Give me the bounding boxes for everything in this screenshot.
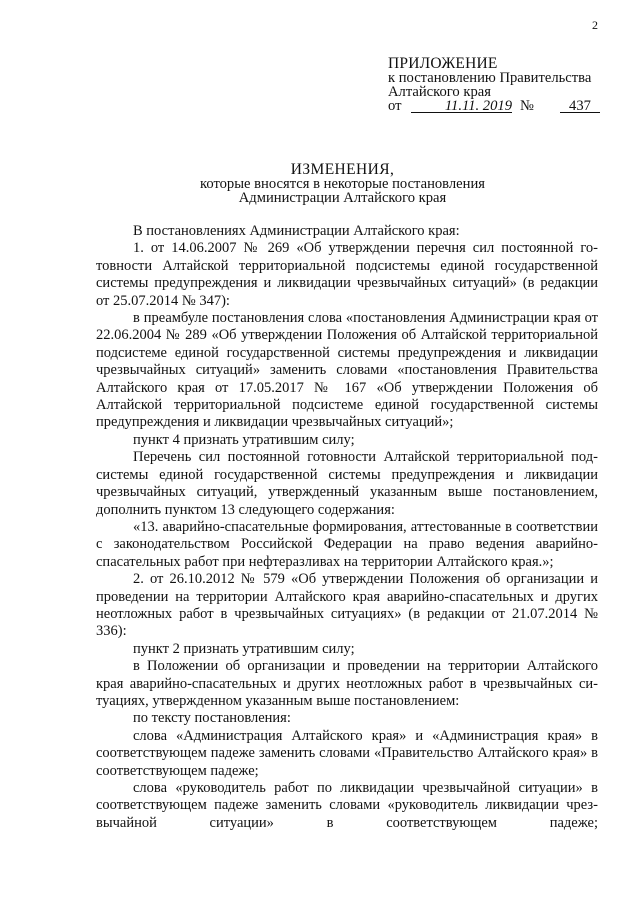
paragraph-intro: В постановлениях Администрации Алтайского края: (133, 223, 460, 239)
number-prefix: № (520, 98, 534, 114)
paragraph-clause-4: пункт 4 признать утратившим силу; (133, 431, 355, 448)
paragraph-by-text: по тексту постановления: (133, 710, 291, 727)
appendix-header (388, 57, 628, 113)
date-value: 11.11. 2019 (411, 99, 512, 113)
paragraph-item-13-quote: «13. аварийно-спасательные формирования, аттестованные в соответствии с законодательством Российской Федерации на право ведения аварийно-спасательных работ при нефтеразливах на территории Алтайского края.»; (96, 518, 598, 570)
paragraph-preamble-change: в преамбуле постановления слова «постановления Администрации края от 22.06.2004 № 289 «Об утверждении Положения об Алтайской территориальной подсистеме единой государственной системы предупреждения и ликвидации чрезвычайных ситуаций» заменить словами «постановления Правительства Алтайского края от 17.05.2017 № 167 «Об утверждении Положения об Алтайской территориальной подсистеме единой государственной системы предупреждения и ликвидации чрезвычайных ситуаций»; (96, 310, 598, 431)
document-body (96, 223, 598, 832)
number-value: 437 (560, 99, 600, 113)
paragraph-forces-list: Перечень сил постоянной готовности Алтайской территориальной подсистемы единой государственной системы предупреждения и ликвидации чрезвычайных ситуаций, утвержденный указанным выше постановлением, дополнить пунктом 13 следующего содержания: (96, 449, 598, 518)
appendix-region-line: Алтайского края (388, 84, 491, 100)
appendix-heading: ПРИЛОЖЕНИЕ (388, 55, 498, 72)
paragraph-replace-head: слова «руководитель работ по ликвидации чрезвычайной ситуации» в соответствующем падеже заменить словами «руководитель ликвидации чрезвычайной ситуации» в соответствующем падеже; (96, 780, 598, 831)
page-number: 2 (592, 18, 598, 32)
title-subtitle-1: которые вносятся в некоторые постановления (200, 176, 485, 192)
paragraph-replace-administration: слова «Администрация Алтайского края» и «Администрация края» в соответствующем падеже заменить словами «Правительство Алтайского края» в соответствующем падеже; (96, 727, 598, 779)
document-title (0, 163, 640, 205)
date-prefix: от (388, 98, 402, 114)
title-main: ИЗМЕНЕНИЯ, (290, 161, 395, 178)
appendix-resolution-line: к постановлению Правительства (388, 70, 592, 86)
paragraph-item-2: 2. от 26.10.2012 № 579 «Об утверждении Положения об организации и проведении на территории Алтайского края аварийно-спасательных и других неотложных работ в чрезвычайных ситуациях» (в редакции от 21.07.2014 № 336): (96, 571, 598, 640)
appendix-date-line (388, 99, 628, 113)
paragraph-item-1: 1. от 14.06.2007 № 269 «Об утверждении перечня сил постоянной готовности Алтайской территориальной подсистемы единой государственной системы предупреждения и ликвидации чрезвычайных ситуаций» (в редакции от 25.07.2014 № 347): (96, 240, 598, 309)
paragraph-regulation: в Положении об организации и проведении на территории Алтайского края аварийно-спасательных и других неотложных работ в чрезвычайных ситуациях, утвержденном указанным выше постановлением: (96, 658, 598, 709)
paragraph-clause-2: пункт 2 признать утратившим силу; (133, 640, 355, 657)
title-subtitle-2: Администрации Алтайского края (238, 190, 447, 206)
